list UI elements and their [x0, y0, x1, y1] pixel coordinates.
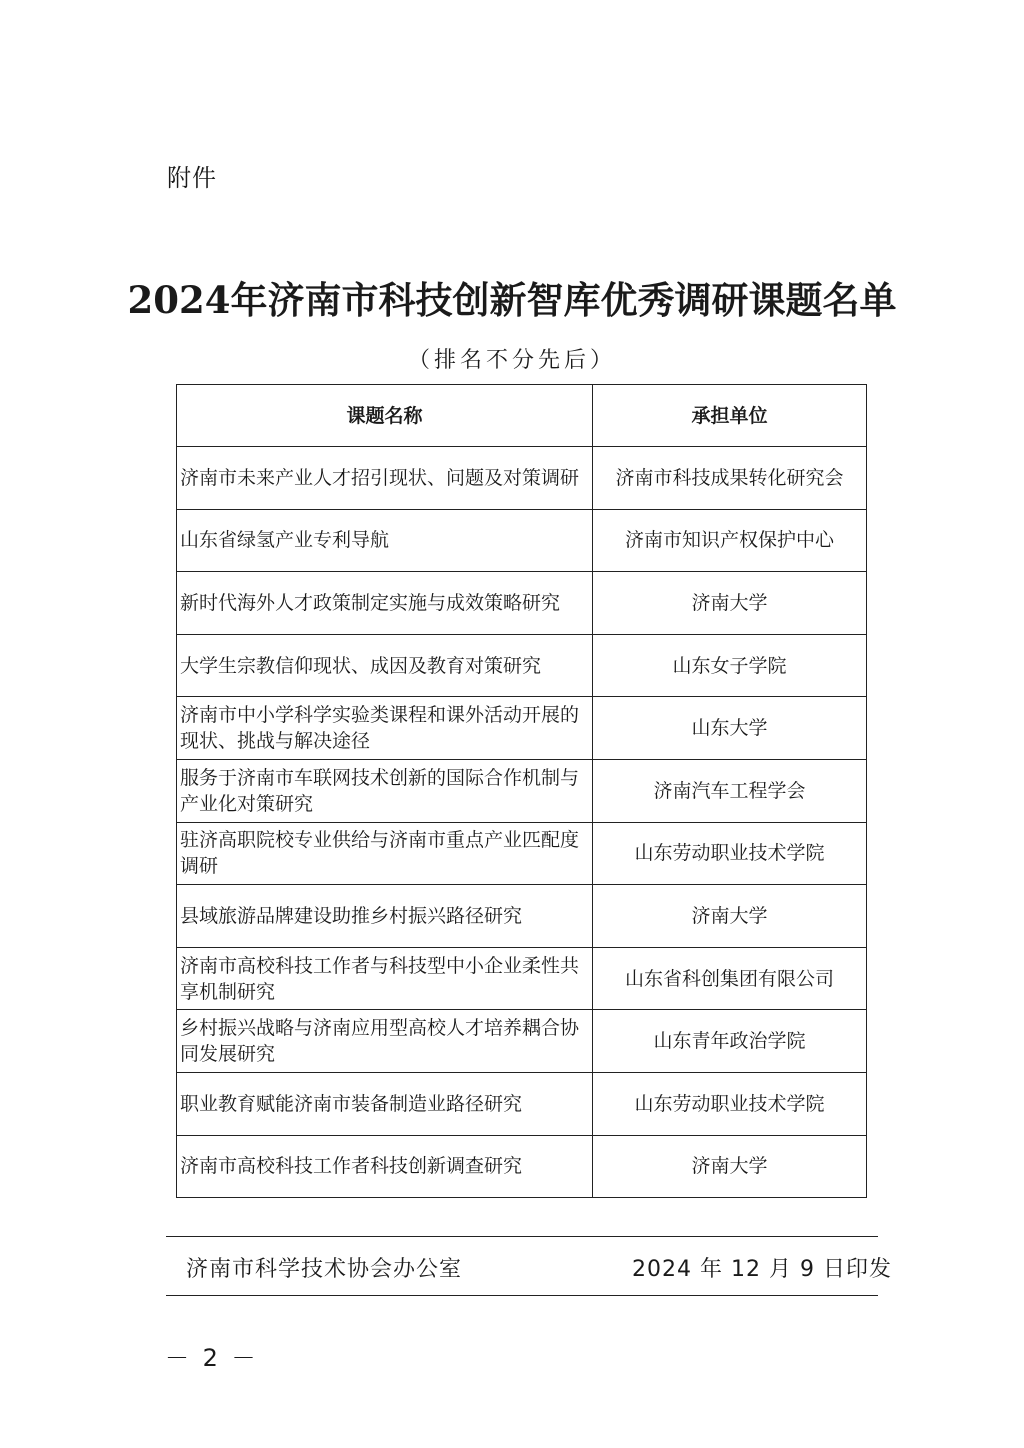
topic-cell: 山东省绿氢产业专利导航: [177, 509, 593, 572]
page-subtitle: （排名不分先后）: [407, 348, 616, 373]
topic-cell: 济南市未来产业人才招引现状、问题及对策调研: [177, 447, 593, 510]
topic-cell: 济南市高校科技工作者与科技型中小企业柔性共享机制研究: [177, 947, 593, 1010]
unit-cell: 济南大学: [593, 885, 867, 948]
unit-cell: 济南大学: [593, 572, 867, 635]
table-row: [177, 822, 867, 885]
table-row: [177, 947, 867, 1010]
topic-cell: 县域旅游品牌建设助推乡村振兴路径研究: [177, 885, 593, 948]
unit-cell: 济南市知识产权保护中心: [593, 509, 867, 572]
topic-cell: 驻济高职院校专业供给与济南市重点产业匹配度调研: [177, 822, 593, 885]
project-table: [176, 384, 867, 1198]
unit-cell: 济南汽车工程学会: [593, 759, 867, 822]
topic-cell: 职业教育赋能济南市装备制造业路径研究: [177, 1072, 593, 1135]
column-header-topic: 课题名称: [177, 385, 593, 447]
topic-cell: 济南市高校科技工作者科技创新调查研究: [177, 1135, 593, 1198]
page-number: － 2 －: [165, 1344, 259, 1372]
table-row: [177, 697, 867, 760]
table-header-row: [177, 385, 867, 447]
page-title: 2024年济南市科技创新智库优秀调研课题名单: [127, 278, 897, 322]
column-header-unit: 承担单位: [593, 385, 867, 447]
topic-cell: 服务于济南市车联网技术创新的国际合作机制与产业化对策研究: [177, 759, 593, 822]
footer-divider-top: [166, 1236, 878, 1237]
footer-issuer: 济南市科学技术协会办公室: [186, 1257, 463, 1282]
unit-cell: 山东劳动职业技术学院: [593, 1072, 867, 1135]
unit-cell: 山东劳动职业技术学院: [593, 822, 867, 885]
unit-cell: 山东省科创集团有限公司: [593, 947, 867, 1010]
table-row: [177, 447, 867, 510]
topic-cell: 新时代海外人才政策制定实施与成效策略研究: [177, 572, 593, 635]
unit-cell: 济南市科技成果转化研究会: [593, 447, 867, 510]
footer-issue-date: 2024 年 12 月 9 日印发: [632, 1257, 892, 1282]
table-row: [177, 1135, 867, 1198]
unit-cell: 山东青年政治学院: [593, 1010, 867, 1073]
table-row: [177, 1010, 867, 1073]
table-row: [177, 634, 867, 697]
unit-cell: 山东女子学院: [593, 634, 867, 697]
footer-divider-bottom: [166, 1295, 878, 1296]
topic-cell: 大学生宗教信仰现状、成因及教育对策研究: [177, 634, 593, 697]
topic-cell: 乡村振兴战略与济南应用型高校人才培养耦合协同发展研究: [177, 1010, 593, 1073]
table-row: [177, 572, 867, 635]
table-row: [177, 509, 867, 572]
table-row: [177, 1072, 867, 1135]
table-row: [177, 885, 867, 948]
table-row: [177, 759, 867, 822]
attachment-label: 附件: [167, 164, 217, 192]
topic-cell: 济南市中小学科学实验类课程和课外活动开展的现状、挑战与解决途径: [177, 697, 593, 760]
unit-cell: 山东大学: [593, 697, 867, 760]
unit-cell: 济南大学: [593, 1135, 867, 1198]
